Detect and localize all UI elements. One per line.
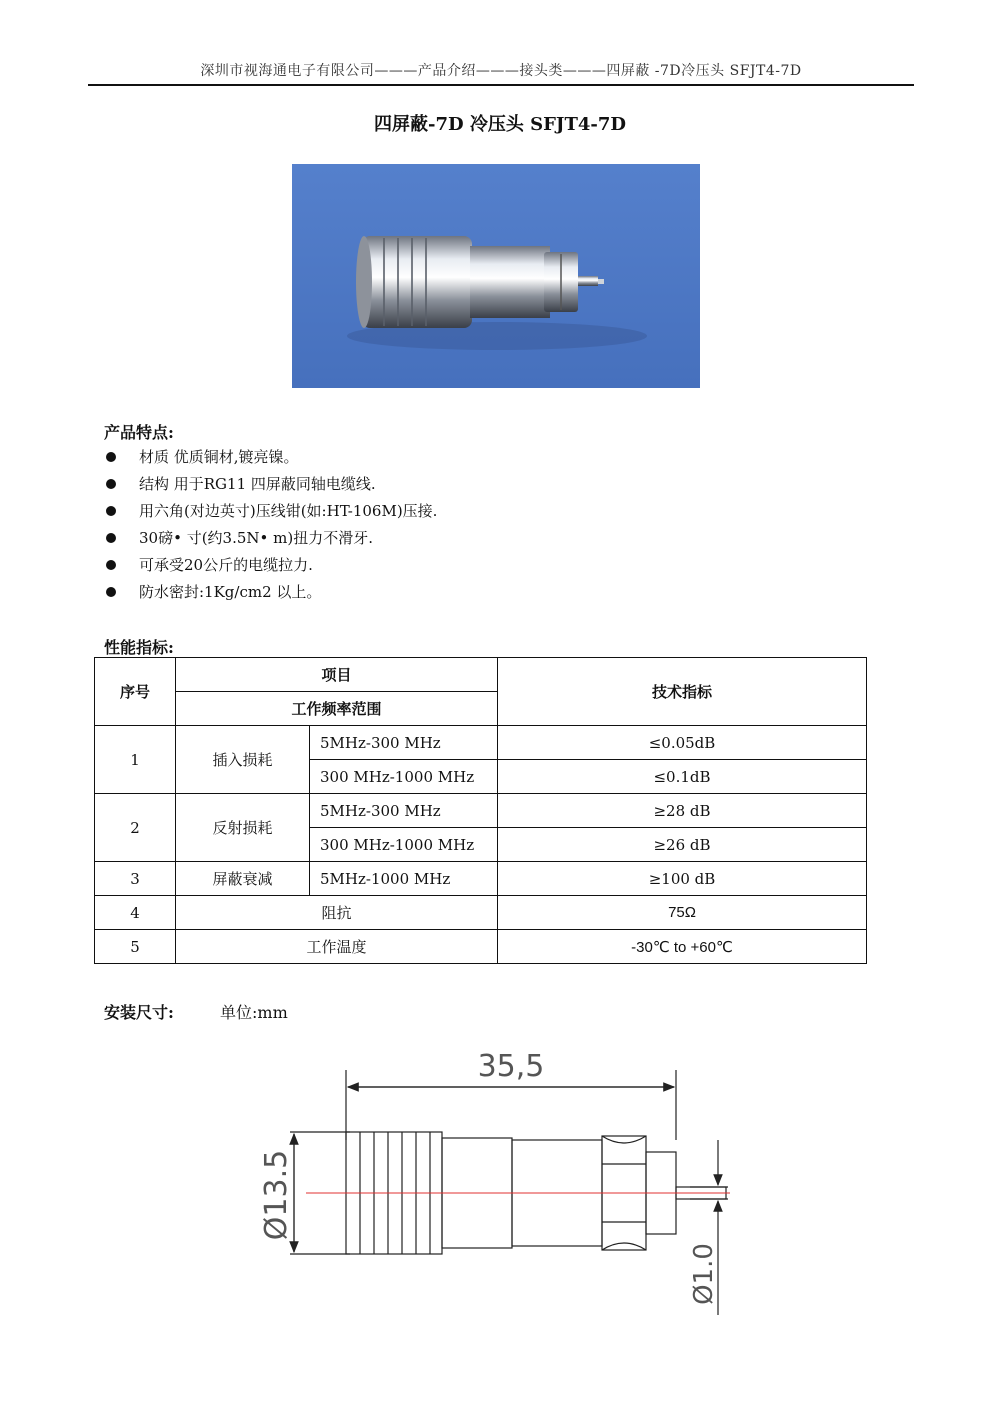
bullet-icon [106, 560, 116, 570]
pin-diameter-label: Ø1.0 [689, 1243, 719, 1305]
features-list [104, 444, 804, 606]
cell-seq: 3 [95, 862, 176, 896]
table-row [95, 930, 867, 964]
body-diameter-label: Ø13.5 [259, 1149, 294, 1241]
dimensions-unit: 单位:mm [220, 1003, 288, 1022]
dimensions-heading: 安装尺寸: [104, 1003, 174, 1022]
product-photo [292, 164, 700, 388]
cell-freq: 5MHz-300 MHz [310, 726, 498, 760]
cell-spec: ≥28 dB [498, 794, 867, 828]
performance-heading: 性能指标: [104, 638, 174, 657]
length-dimension-label: 35,5 [477, 1049, 545, 1084]
cell-seq: 5 [95, 930, 176, 964]
feature-text: 防水密封:1Kg/cm2 以上。 [139, 583, 322, 601]
connector-drawing [250, 1040, 770, 1330]
cell-item: 阻抗 [176, 896, 498, 930]
cell-seq: 2 [95, 794, 176, 862]
feature-text: 材质 优质铜材,镀亮镍。 [139, 448, 299, 466]
cell-item: 工作温度 [176, 930, 498, 964]
cell-spec: 75Ω [498, 896, 867, 930]
feature-text: 30磅• 寸(约3.5N• m)扭力不滑牙. [139, 529, 373, 547]
cell-freq: 300 MHz-1000 MHz [310, 760, 498, 794]
table-row [95, 862, 867, 896]
feature-item [104, 444, 804, 471]
cell-item: 插入损耗 [176, 726, 310, 794]
performance-table [94, 657, 867, 964]
header-item: 项目 [176, 658, 498, 692]
feature-item [104, 579, 804, 606]
cell-seq: 1 [95, 726, 176, 794]
bullet-icon [106, 587, 116, 597]
cell-item: 反射损耗 [176, 794, 310, 862]
bullet-icon [106, 533, 116, 543]
page-title: 四屏蔽-7D 冷压头 SFJT4-7D [374, 114, 626, 135]
cell-seq: 4 [95, 896, 176, 930]
cell-spec: ≤0.1dB [498, 760, 867, 794]
header-divider [88, 84, 914, 86]
table-row [95, 794, 867, 828]
cell-spec: -30℃ to +60℃ [498, 930, 867, 964]
header-freq: 工作频率范围 [176, 692, 498, 726]
feature-item [104, 471, 804, 498]
table-header-row [95, 658, 867, 692]
feature-item [104, 525, 804, 552]
cell-spec: ≤0.05dB [498, 726, 867, 760]
header-seq: 序号 [95, 658, 176, 726]
feature-text: 可承受20公斤的电缆拉力. [139, 556, 313, 574]
cell-freq: 5MHz-300 MHz [310, 794, 498, 828]
cell-freq: 5MHz-1000 MHz [310, 862, 498, 896]
cell-spec: ≥100 dB [498, 862, 867, 896]
feature-text: 用六角(对边英寸)压线钳(如:HT-106M)压接. [139, 502, 438, 520]
dimension-drawing [250, 1040, 770, 1330]
bullet-icon [106, 506, 116, 516]
header-spec: 技术指标 [498, 658, 867, 726]
features-heading: 产品特点: [104, 423, 174, 442]
page-header-breadcrumb: 深圳市视海通电子有限公司———产品介绍———接头类———四屏蔽 -7D冷压头 SFJT4-7D [200, 63, 802, 79]
cell-freq: 300 MHz-1000 MHz [310, 828, 498, 862]
feature-text: 结构 用于RG11 四屏蔽同轴电缆线. [139, 475, 376, 493]
bullet-icon [106, 479, 116, 489]
bullet-icon [106, 452, 116, 462]
table-row [95, 726, 867, 760]
feature-item [104, 498, 804, 525]
table-row [95, 896, 867, 930]
connector-photo-image [292, 164, 700, 388]
cell-spec: ≥26 dB [498, 828, 867, 862]
feature-item [104, 552, 804, 579]
cell-item: 屏蔽衰减 [176, 862, 310, 896]
